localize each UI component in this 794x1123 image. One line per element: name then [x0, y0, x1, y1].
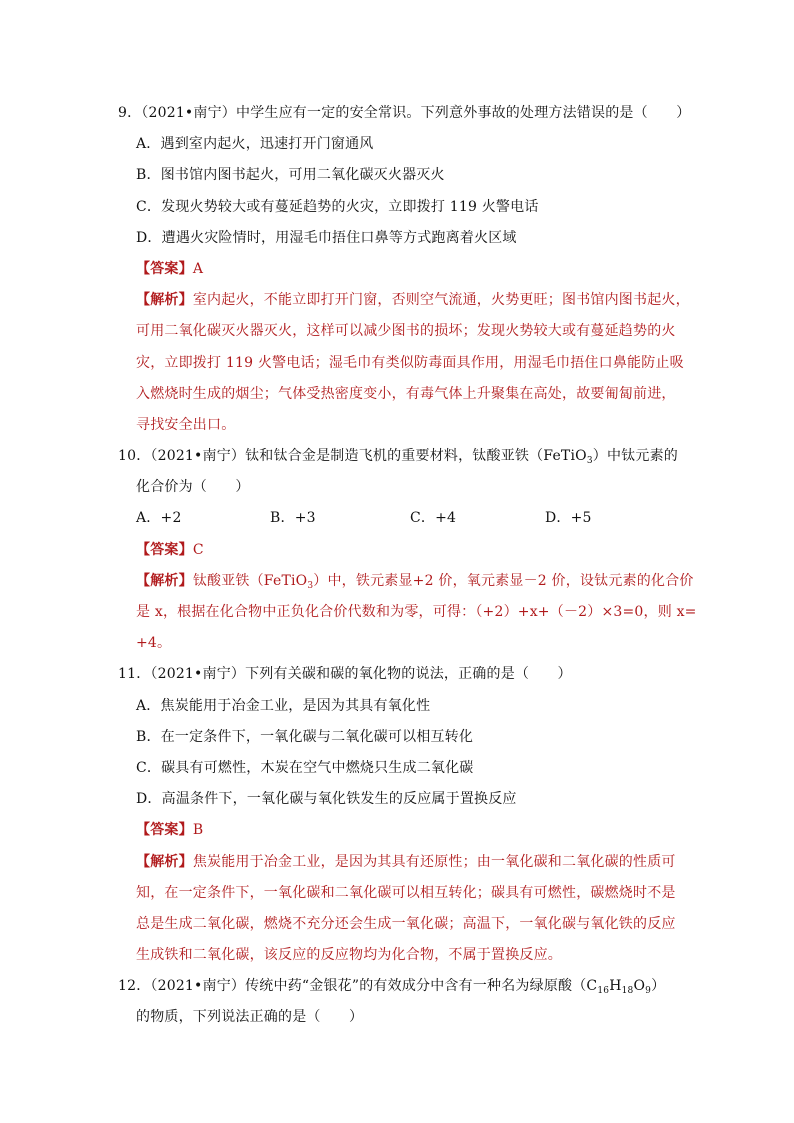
q12-stem-text: 12．（2021•南宁）传统中药“金银花”的有效成分中含有一种名为绿原酸（C: [118, 978, 598, 995]
q10-answer: [118, 535, 678, 566]
q10-stem-line-2: 化合价为（ ）: [136, 479, 250, 496]
analysis-tag: 【解析】: [136, 292, 193, 309]
answer-tag: 【答案】: [136, 822, 193, 839]
q9-analysis-line-5: 寻找安全出口。: [136, 416, 236, 433]
analysis-tag: 【解析】: [136, 572, 193, 589]
answer-value: C: [192, 541, 204, 558]
q12-stem-line-2: 的物质，下列说法正确的是（ ）: [136, 1009, 364, 1026]
q10-option-a: A．+2: [136, 510, 182, 527]
answer-tag: 【答案】: [136, 541, 193, 558]
q11-analysis-line-1: [118, 847, 678, 878]
q9-analysis-line-1: [118, 285, 690, 316]
analysis-tag: 【解析】: [136, 853, 193, 870]
q9-option-d: D．遭遇火灾险情时，用湿毛巾捂住口鼻等方式跑离着火区域: [136, 229, 517, 246]
q9-analysis-line-2: 可用二氧化碳灭火器灭火，这样可以减少图书的损坏；发现火势较大或有蔓延趋势的火: [136, 323, 676, 340]
q9-option-c: C．发现火势较大或有蔓延趋势的火灾，立即拨打 119 火警电话: [136, 198, 539, 215]
q12-subscript-o: 9: [645, 986, 652, 997]
q10-analysis-line-2: 是 x，根据在化合物中正负化合价代数和为零，可得：（+2）+x+（－2）×3=0，则 x=: [136, 604, 697, 620]
question-content: [118, 98, 697, 1034]
q10-option-d: D．+5: [545, 510, 592, 527]
answer-tag: 【答案】: [136, 260, 193, 277]
q10-option-b: B．+3: [270, 510, 316, 527]
answer-value: B: [192, 822, 204, 839]
q12-stem-text-end: ）: [651, 978, 666, 995]
analysis-text: 钛酸亚铁（FeTiO: [192, 572, 308, 589]
q10-stem: [118, 441, 678, 472]
analysis-text-end: ）中，铁元素显+2 价，氧元素显－2 价，设钛元素的化合价: [313, 572, 694, 589]
q11-analysis-line-4: 生成铁和二氧化碳，该反应的反应物均为化合物，不属于置换反应。: [136, 947, 562, 964]
q11-analysis-line-2: 知，在一定条件下，一氧化碳和二氧化碳可以相互转化；碳具有可燃性，碳燃烧时不是: [136, 884, 676, 901]
q10-stem-text-end: ）中钛元素的: [592, 448, 678, 465]
q12-element-h: H: [609, 978, 622, 995]
q11-stem: 11．（2021•南宁）下列有关碳和碳的氧化物的说法，正确的是（ ）: [118, 666, 572, 683]
q9-option-a: A．遇到室内起火，迅速打开门窗通风: [136, 136, 374, 153]
answer-value: A: [192, 260, 204, 277]
q12-element-o: O: [633, 978, 646, 995]
q12-stem: [118, 971, 678, 1002]
analysis-text: 焦炭能用于冶金工业，是因为其具有还原性；由一氧化碳和二氧化碳的性质可: [192, 853, 676, 870]
q12-subscript-h: 18: [621, 986, 634, 997]
analysis-subscript: 3: [307, 580, 314, 591]
q10-analysis-line-3: +4。: [136, 635, 172, 652]
q10-options: [118, 503, 678, 534]
q11-option-a: A．焦炭能用于冶金工业，是因为其具有氧化性: [136, 697, 431, 714]
q11-option-d: D．高温条件下，一氧化碳与氧化铁发生的反应属于置换反应: [136, 791, 517, 808]
q9-option-b: B．图书馆内图书起火，可用二氧化碳灭火器灭火: [136, 167, 445, 184]
q9-analysis-line-4: 入燃烧时生成的烟尘；气体受热密度变小，有毒气体上升聚集在高处，故要匍匐前进，: [136, 385, 676, 402]
q9-analysis-line-3: 灾，立即拨打 119 火警电话；湿毛巾有类似防毒面具作用，用湿毛巾捂住口鼻能防止吸: [136, 354, 684, 371]
q11-option-b: B．在一定条件下，一氧化碳与二氧化碳可以相互转化: [136, 728, 474, 745]
q12-subscript-c: 16: [597, 986, 610, 997]
q10-analysis-line-1: [118, 566, 694, 597]
q11-answer: [118, 815, 678, 846]
analysis-text: 室内起火，不能立即打开门窗，否则空气流通，火势更旺；图书馆内图书起火，: [192, 292, 690, 309]
q9-answer: [118, 254, 678, 285]
q11-option-c: C．碳具有可燃性，木炭在空气中燃烧只生成二氧化碳: [136, 759, 474, 776]
q9-stem: 9．（2021•南宁）中学生应有一定的安全常识。下列意外事故的处理方法错误的是（ ）: [118, 105, 691, 121]
q10-stem-subscript: 3: [586, 456, 593, 467]
q10-option-c: C．+4: [410, 510, 457, 527]
q10-stem-text: 10．（2021•南宁）钛和钛合金是制造飞机的重要材料，钛酸亚铁（FeTiO: [118, 448, 587, 465]
q11-analysis-line-3: 总是生成二氧化碳，燃烧不充分还会生成一氧化碳；高温下，一氧化碳与氧化铁的反应: [136, 915, 676, 932]
